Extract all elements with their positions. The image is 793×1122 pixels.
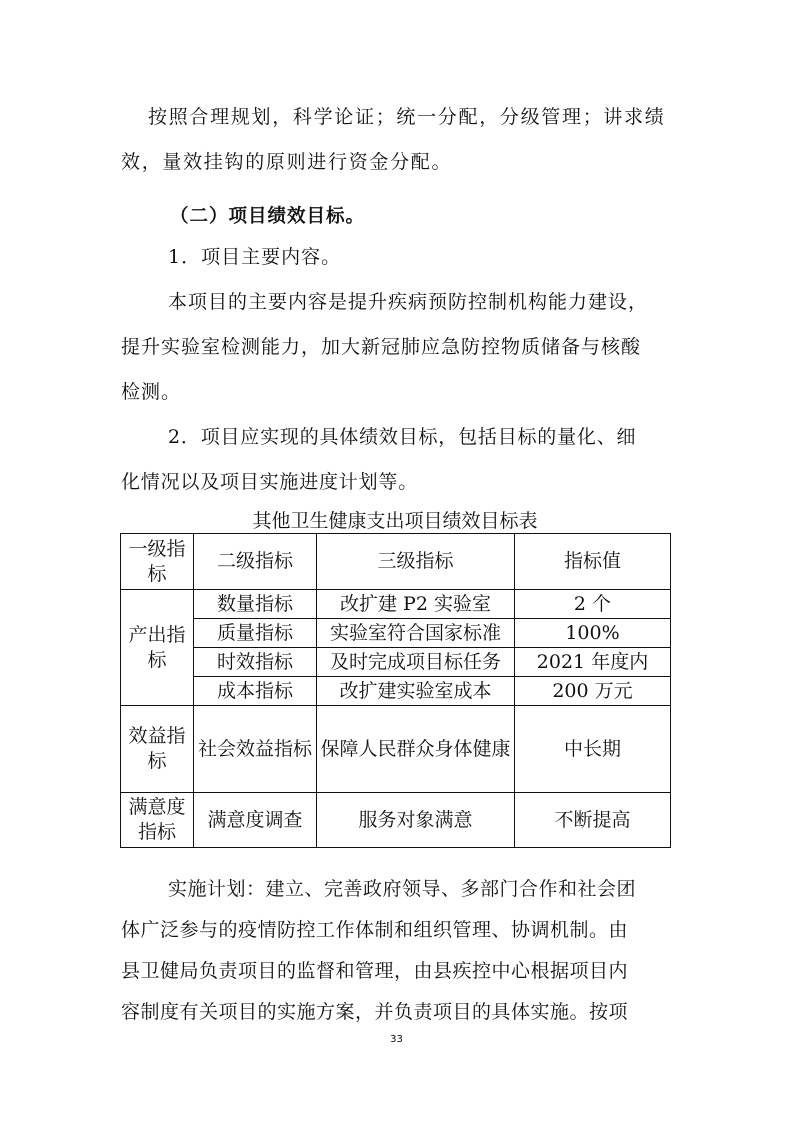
header-cell: 三级指标 <box>317 534 515 590</box>
table-cell: 服务对象满意 <box>317 793 515 848</box>
table-row <box>121 590 671 619</box>
paragraph-line: 本项目的主要内容是提升疾病预防控制机构能力建设， <box>168 291 649 313</box>
table-cell: 改扩建实验室成本 <box>317 677 515 706</box>
table-cell: 社会效益指标 <box>194 706 317 793</box>
numbered-item: 1．项目主要内容。 <box>168 246 342 268</box>
table-row <box>121 619 671 648</box>
table-cell: 成本指标 <box>194 677 317 706</box>
table-row <box>121 677 671 706</box>
group-cell-benefit: 效益指标 <box>121 706 194 793</box>
table-cell: 100% <box>515 619 671 648</box>
paragraph-line: 按照合理规划，科学论证；统一分配，分级管理；讲求绩 <box>148 106 666 128</box>
table-cell: 2 个 <box>515 590 671 619</box>
paragraph-line: 县卫健局负责项目的监督和管理，由县疾控中心根据项目内 <box>121 960 629 982</box>
table-caption: 其他卫生健康支出项目绩效目标表 <box>252 510 538 532</box>
table-cell: 满意度调查 <box>194 793 317 848</box>
table-cell: 200 万元 <box>515 677 671 706</box>
table-cell: 实验室符合国家标准 <box>317 619 515 648</box>
paragraph-line: 实施计划：建立、完善政府领导、多部门合作和社会团 <box>168 878 637 900</box>
table-cell: 数量指标 <box>194 590 317 619</box>
section-heading: （二）项目绩效目标。 <box>170 206 366 227</box>
table-cell: 保障人民群众身体健康 <box>317 706 515 793</box>
group-cell-output: 产出指标 <box>121 590 194 706</box>
table-cell: 中长期 <box>515 706 671 793</box>
paragraph-line: 效，量效挂钩的原则进行资金分配。 <box>121 151 453 173</box>
table-row <box>121 793 671 848</box>
paragraph-line: 检测。 <box>121 381 182 403</box>
numbered-item: 2．项目应实现的具体绩效目标，包括目标的量化、细 <box>168 426 637 448</box>
paragraph-line: 容制度有关项目的实施方案，并负责项目的具体实施。按项 <box>121 1001 629 1023</box>
table-cell: 质量指标 <box>194 619 317 648</box>
table-row <box>121 706 671 793</box>
header-cell: 指标值 <box>515 534 671 590</box>
table-cell: 及时完成项目标任务 <box>317 648 515 677</box>
table-cell: 改扩建 P2 实验室 <box>317 590 515 619</box>
table-header-row <box>121 534 671 590</box>
header-cell: 一级指标 <box>121 534 194 590</box>
numbered-item: 化情况以及项目实施进度计划等。 <box>121 471 419 493</box>
paragraph-line: 体广泛参与的疫情防控工作体制和组织管理、协调机制。由 <box>121 919 629 941</box>
paragraph-line: 提升实验室检测能力，加大新冠肺应急防控物质储备与核酸 <box>121 336 642 358</box>
page-number: 33 <box>390 1034 403 1045</box>
table-cell: 不断提高 <box>515 793 671 848</box>
table-row <box>121 648 671 677</box>
table-cell: 2021 年度内 <box>515 648 671 677</box>
group-cell-satisfaction: 满意度指标 <box>121 793 194 848</box>
table-cell: 时效指标 <box>194 648 317 677</box>
header-cell: 二级指标 <box>194 534 317 590</box>
performance-target-table <box>120 533 671 848</box>
